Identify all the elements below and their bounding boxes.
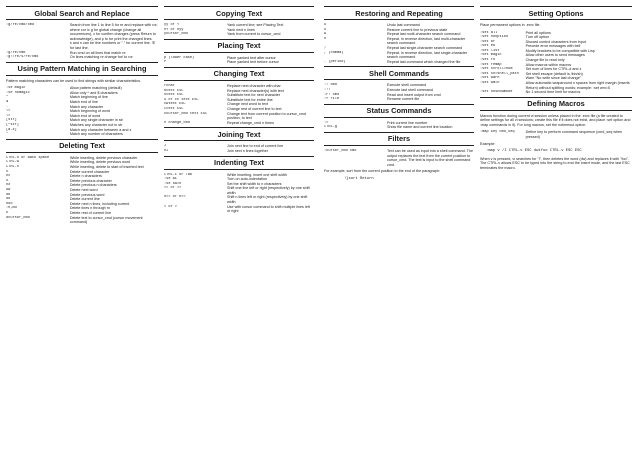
command-description: s and n can be line numbers or "." for current line. '$' for last line. [69, 41, 156, 50]
command-key: :set warn [480, 76, 500, 81]
command-description: Show file name and current line location [387, 125, 453, 130]
command-key: \> [6, 113, 11, 118]
command-row [6, 23, 158, 41]
command-description: Delete text to cursor_cmd (cursor movement command) [69, 215, 143, 225]
command-description: Allow pattern matching (default) [69, 86, 122, 91]
command-description: Print all options [525, 30, 551, 35]
column-4 [480, 4, 632, 173]
macros-paragraph-1: Macros function during current vi session unless placed in the .exrc file (a file created to define settings for all vi sessions; create this file if it does not exist, and place :set option and :map commands in it). For long macros, set the notimeout option. [480, 113, 631, 127]
command-description: Print current line number [387, 120, 428, 125]
command-key: db [6, 192, 11, 197]
command-description: Use with cursor command to shift multiple lines left or right [227, 204, 310, 214]
command-row [164, 112, 314, 121]
command-description: Yank from current to cursor_cmd [227, 32, 281, 37]
shell-rows [324, 83, 474, 101]
column-2 [164, 4, 314, 214]
command-description: Text can be used as input into a shell command. The output replaces the text from the current position to cursor_cmd. The text is input to the shell command cmd. [387, 148, 474, 167]
command-row [164, 186, 314, 195]
section-title-placing-text: Placing Text [164, 39, 314, 53]
command-description: Join next n lines together [227, 148, 268, 153]
command-description: Read and insert output from cmd [387, 92, 441, 97]
command-description: Match beginning of word [69, 109, 111, 114]
command-key: p (lower case) [164, 55, 195, 60]
command-key: \< [6, 109, 11, 114]
section-title-copying-text: Copying Text [164, 6, 314, 20]
command-description: Allow other users to send messages [525, 53, 585, 58]
joining-rows [164, 144, 314, 153]
command-description: Match any single character in str [69, 118, 123, 123]
command-row [324, 97, 474, 102]
command-description: Match end of line [69, 100, 98, 105]
command-row [480, 81, 632, 90]
command-description: Repeat last single-character search command [387, 45, 463, 50]
command-description: No 1 second time limit for macros [525, 90, 581, 95]
command-key: :set list [480, 48, 500, 53]
command-description: Set shell escape (default is /bin/sh) [525, 71, 583, 76]
command-key: J [164, 144, 167, 149]
command-key: :set magic [480, 53, 502, 58]
command-description: Delete previous character [69, 178, 112, 183]
command-description: Run cmd on all lines that match re [69, 50, 126, 55]
command-key: :set remap [480, 62, 502, 67]
command-description: Allow only ^ and $ characters [69, 90, 118, 95]
command-key: dd [6, 197, 11, 202]
command-description: Yank next n lines [227, 27, 255, 32]
command-description: Shift one line left or right (respectively) by one shift width [227, 186, 310, 195]
command-description: Change text from current position to cursor_cmd position, to text [227, 111, 306, 121]
command-key: rchar [164, 83, 175, 88]
command-key: nY or nyy [164, 27, 184, 32]
command-description: Substitute text for entire line [227, 97, 273, 102]
pattern-rows [6, 86, 158, 137]
command-key: CTRL-h or Back space [6, 155, 50, 160]
command-key: := [324, 120, 329, 125]
command-description: Place yanked text before cursor [227, 60, 279, 65]
section-title-global-search: Global Search and Replace [6, 6, 158, 20]
command-description: Execute shell command [387, 83, 427, 88]
command-key: ; [324, 45, 327, 50]
command-description: Match any number of characters [69, 132, 123, 137]
command-description: Precede error messages with bell [525, 44, 581, 49]
command-key: U [324, 27, 327, 32]
command-row [6, 55, 158, 60]
command-key: u [324, 23, 327, 27]
command-row [324, 125, 474, 130]
command-key: * [6, 132, 9, 137]
command-key: S or cc text ESC [164, 97, 199, 102]
command-description: Replace next character with char [227, 83, 281, 88]
command-description: Define key to perform command sequence (cmd_seq when pressed) [525, 130, 623, 139]
command-key: Ctext ESC [164, 106, 184, 111]
command-description: Delete current line [69, 197, 100, 202]
command-description: Delete previous word [69, 192, 105, 197]
command-row [324, 51, 474, 60]
macros-rows [480, 130, 632, 139]
command-key: , (comma) [324, 50, 344, 55]
command-description: Yank current line; see Placing Text [227, 23, 284, 27]
command-key: :set eb [480, 44, 496, 49]
command-description: Turn off option [525, 35, 550, 40]
command-description: Search from line 1 to line 5 for re and replace with ror, where cor ic g for global change (change all occurrences), c for confirm changes (press Return to acknowledge), and p to for print the changed lines. [69, 23, 158, 41]
section-title-changing-text: Changing Text [164, 67, 314, 81]
command-description: Repeat last command which changed the file [387, 59, 461, 64]
command-key: << or >> [164, 186, 182, 191]
command-key: nx [6, 174, 11, 179]
command-key: :! cmd [324, 83, 337, 88]
command-description: Warn "No write since last change" [525, 76, 581, 81]
command-key: ^ [6, 95, 9, 100]
filters-rows [324, 149, 474, 167]
command-row [480, 130, 632, 139]
macros-example: :map v /I CTRL-v ESC dwifoo CTRL-v ESC ESC [486, 149, 582, 153]
command-description: Matches any character not in str [69, 123, 123, 127]
command-key: . [6, 104, 9, 109]
command-description: Match end of word [69, 113, 101, 118]
command-description: Discard control characters from input [525, 39, 586, 44]
command-key: :se sw=n [164, 181, 182, 186]
command-key: [str] [6, 118, 17, 123]
section-title-setting-options: Setting Options [480, 6, 632, 20]
macros-paragraph-3: When v is pressed, vi searches for "I", then deletes the word (dw) and replaces it with "foo". The CTRL-v allows ESC to be typed into the string to end the insert mode, and the last ESC terminates the macro. [480, 156, 630, 170]
section-title-indenting-text: Indenting Text [164, 156, 314, 170]
command-description: Undo last command [387, 23, 420, 27]
macros-example-label: Example: [480, 141, 496, 146]
command-key: ndd [6, 201, 13, 206]
command-description: Set num of lines for CTRL-d and z [525, 67, 582, 72]
command-key: cwtext ESC [164, 102, 186, 107]
command-key: yy or Y [164, 23, 180, 27]
command-key: :set scroll=num [480, 67, 513, 72]
filters-paragraph: For example, sort from the current position to the end of the paragraph: [324, 169, 441, 174]
command-key: :set nooption [480, 35, 509, 40]
section-title-defining-macros: Defining Macros [480, 97, 632, 111]
command-key: ccursor_cmd text ESC [164, 111, 208, 116]
command-key: ycursor_cmd [164, 32, 188, 37]
command-key: :r! cmd [324, 92, 340, 97]
command-key: dcursor_cmd [6, 215, 30, 220]
command-row [164, 205, 314, 214]
command-description: Change rest of current line to text [227, 106, 282, 111]
command-key: n change_cmd [164, 120, 190, 125]
command-description: Repeat last multi-character search command [387, 32, 461, 37]
command-description: While inserting, delete previous word [69, 160, 131, 165]
command-description: Modify brackets to be compatible with Lisp [525, 48, 595, 53]
command-description: Turn on auto-indentation [227, 177, 268, 182]
section-title-deleting-text: Deleting Text [6, 139, 158, 153]
command-description: Match any character [69, 104, 104, 109]
command-description: Delete current character [69, 169, 110, 174]
section-title-status-commands: Status Commands [324, 104, 474, 118]
settings-intro: Place permanent options in .exrc file. [480, 23, 541, 27]
command-key: :n,md [6, 206, 17, 211]
command-row [164, 60, 314, 65]
command-key: CTRL-i or Tab [164, 172, 193, 177]
command-description: Restore current line to previous state [387, 27, 448, 32]
command-key: n [324, 36, 327, 41]
command-description: Rename current file [387, 97, 420, 102]
restoring-rows [324, 23, 474, 64]
command-description: Delete rest of current line [69, 210, 112, 215]
deleting-rows [6, 156, 158, 225]
section-title-shell-commands: Shell Commands [324, 66, 474, 80]
command-description: Match beginning of line [69, 95, 108, 100]
command-key: CTRL-x [6, 164, 19, 169]
command-description: Repeat change_cmd n times [227, 120, 274, 125]
filters-example: !}sort Return [344, 176, 374, 181]
command-row [324, 149, 474, 167]
command-description: Change file to read only [525, 58, 565, 63]
command-row [6, 41, 158, 50]
command-row [6, 216, 158, 225]
command-description: Shift n lines left or right (respectively) by one shift width [227, 195, 308, 205]
command-key: nJ [164, 148, 169, 153]
command-key: :g/re/cmd/cmd [6, 23, 35, 27]
command-description: Allow macros within macros [525, 62, 572, 67]
command-description: Match any character between a and z [69, 127, 132, 132]
command-key: :set bf [480, 39, 496, 44]
command-description: Change next word to text [227, 102, 268, 107]
command-key: :set noshowmode [480, 90, 513, 95]
command-key: [a-z] [6, 127, 17, 132]
command-description: Delete previous n characters [69, 183, 117, 188]
command-key: :!! [324, 87, 331, 92]
command-key: & [324, 32, 327, 37]
command-key: :g/re/cmd [6, 50, 26, 55]
command-key [6, 41, 70, 50]
command-description: Repeat, in reverse direction, last single-character search command [387, 50, 468, 60]
section-title-joining-text: Joining Text [164, 127, 314, 141]
command-row [324, 37, 474, 46]
command-key: n<< or n>> [164, 195, 186, 200]
command-key: x [6, 169, 9, 174]
command-description: Repeat, in reverse direction, last multi-character search command [387, 36, 466, 46]
command-description: Delete next n lines, including current [69, 201, 130, 206]
column-1 [6, 4, 158, 225]
section-title-restoring: Restoring and Repeating [324, 6, 474, 20]
status-rows [324, 121, 474, 130]
command-row [164, 121, 314, 126]
command-description: While inserting, delete to start of inserted text [69, 164, 144, 169]
command-key: dw [6, 187, 11, 192]
command-key: X [6, 178, 9, 183]
command-key: :f file [324, 97, 340, 102]
command-description: Allow automatic wraparound n spaces from right margin (inserts Return) without splitting words; example: :set wm=5 [525, 81, 630, 90]
command-key: D [6, 210, 9, 215]
global-search-rows [6, 23, 158, 60]
command-description: While inserting, delete previous character [69, 155, 138, 160]
section-title-pattern-matching: Using Pattern Matching in Searching [6, 62, 158, 76]
command-description: Substitute text for next character [227, 93, 281, 98]
changing-rows [164, 84, 314, 125]
command-description: Execute last shell command [387, 87, 433, 92]
command-description: Set the shift width to n characters [227, 181, 282, 186]
command-description: Delete n characters [69, 174, 102, 179]
command-key: :map key cmd_seq [480, 130, 515, 135]
command-row [6, 132, 158, 137]
command-key: :se ai [164, 177, 177, 182]
command-row [480, 90, 632, 95]
command-key: :set all [480, 30, 498, 35]
command-description: On lines matching re change for/ to ror [69, 55, 133, 60]
command-key: :se nomagic [6, 90, 30, 95]
command-key: :set ro [480, 58, 496, 63]
command-key: nX [6, 183, 11, 188]
command-key: :g!/re/s/re/cmd [6, 55, 39, 60]
indenting-rows [164, 173, 314, 214]
command-key: :set wm=n [480, 81, 500, 86]
settings-rows [480, 31, 632, 95]
copying-rows [164, 23, 314, 37]
command-key: :se magic [6, 86, 26, 91]
section-title-filters: Filters [324, 132, 474, 146]
command-key: $ [6, 100, 9, 105]
command-key: :set sh=shell_path [480, 71, 519, 76]
column-3 [324, 4, 474, 184]
command-description: Delete next word [69, 187, 98, 192]
command-row [164, 32, 314, 37]
command-row [324, 60, 474, 65]
command-description: Delete lines n through m [69, 206, 110, 211]
command-row [164, 149, 314, 154]
command-row [164, 195, 314, 204]
pattern-intro: Pattern matching characters can be used to find strings with similar characteristics. [6, 78, 142, 83]
command-key: . (period) [324, 59, 346, 64]
placing-rows [164, 56, 314, 65]
command-key: [^str] [6, 123, 19, 127]
command-description: Replace next character(s) with text [227, 88, 284, 93]
command-key: Rtext ESC [164, 88, 184, 93]
command-description: Place yanked text after cursor [227, 55, 276, 60]
command-key: !cursor_cmd cmd [324, 148, 357, 153]
command-key: < or > [164, 204, 177, 209]
command-description: Join next line to end of current line [227, 144, 284, 149]
command-key: P [164, 60, 167, 65]
command-key: stext ESC [164, 93, 184, 98]
command-key: CTRL-w [6, 160, 19, 165]
command-key: CTRL-g [324, 125, 337, 130]
command-description: While inserting, insert one shift width [227, 172, 287, 177]
